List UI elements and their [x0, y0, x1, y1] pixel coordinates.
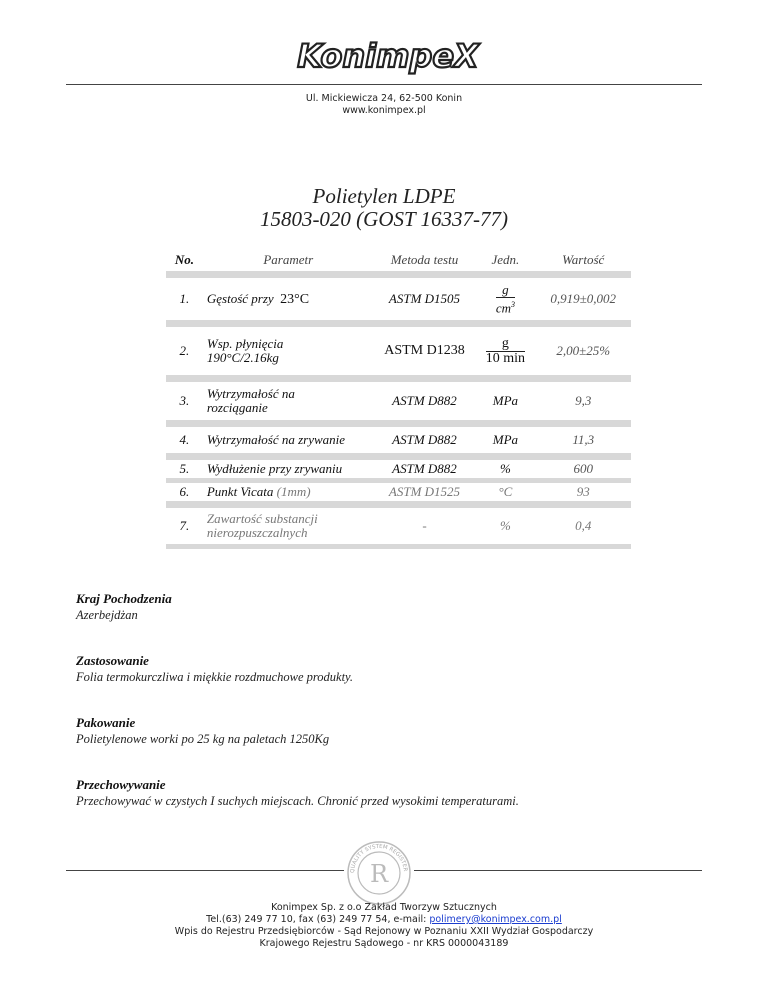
- row-method: ASTM D1525: [388, 484, 461, 499]
- row-unit: $\frac{g}{cm^3}$: [495, 281, 515, 316]
- col-header-unit: Jedn.: [491, 252, 520, 267]
- section-text: Azerbejdżan: [76, 608, 138, 622]
- section-text: Folia termokurczliwa i miękkie rozdmuchowe produkty.: [76, 670, 354, 684]
- table-row: [166, 508, 631, 544]
- quality-seal-icon: [346, 840, 412, 906]
- address-line: Ul. Mickiewicza 24, 62-500 Konin: [305, 93, 463, 104]
- email-link[interactable]: polimery@konimpex.com.pl: [429, 914, 562, 925]
- section-application: [76, 653, 353, 685]
- svg-text:QUALITY SYSTEM REGISTER: QUALITY SYSTEM REGISTER: [349, 843, 408, 874]
- row-no: 6.: [179, 484, 190, 499]
- section-heading: Przechowywanie: [76, 777, 166, 792]
- footer-contact: Tel.(63) 249 77 10, fax (63) 249 77 54, e-mail: polimery@konimpex.com.pl: [206, 914, 562, 925]
- row-no: 5.: [179, 461, 190, 476]
- row-value: 0,919±0,002: [550, 291, 617, 306]
- table-row: [166, 483, 631, 501]
- footer-divider-right: [414, 870, 702, 871]
- section-storage: [76, 777, 519, 809]
- row-unit: MPa: [492, 432, 519, 447]
- col-header-param: Parametr: [263, 252, 314, 267]
- section-heading: Pakowanie: [76, 715, 136, 730]
- table-row: [166, 382, 631, 420]
- row-no: 1.: [179, 291, 190, 306]
- row-unit: °C: [498, 484, 513, 499]
- section-text: Polietylenowe worki po 25 kg na paletach 1250Kg: [76, 732, 330, 746]
- row-no: 7.: [179, 518, 190, 533]
- row-param: Wytrzymałość na zrywanie: [206, 432, 346, 447]
- row-method: ASTM D882: [392, 461, 457, 476]
- table-header-row: [166, 249, 631, 271]
- footer-divider-left: [66, 870, 344, 871]
- row-param: Wydłużenie przy zrywaniu: [206, 461, 343, 476]
- row-method: ASTM D882: [392, 432, 457, 447]
- section-origin: [76, 591, 172, 623]
- row-method: ASTM D882: [392, 393, 457, 408]
- section-heading: Kraj Pochodzenia: [76, 591, 172, 606]
- row-param: Punkt Vicata (1mm): [206, 484, 311, 499]
- row-value: 2,00±25%: [556, 343, 611, 358]
- table-row: [166, 460, 631, 478]
- col-header-method: Metoda testu: [390, 252, 459, 267]
- row-method: ASTM D1505: [388, 291, 461, 306]
- header-divider: [66, 84, 702, 85]
- row-param: Zawartość substancji nierozpuszczalnych: [206, 511, 318, 540]
- footer-krs: Krajowego Rejestru Sądowego - nr KRS 0000043189: [259, 938, 509, 949]
- table-row: [166, 427, 631, 453]
- col-header-no: No.: [174, 252, 194, 267]
- col-header-value: Wartość: [562, 252, 605, 267]
- row-method: -: [422, 518, 427, 533]
- row-no: 3.: [179, 393, 190, 408]
- row-no: 4.: [179, 432, 190, 447]
- row-no: 2.: [179, 343, 190, 358]
- section-text: Przechowywać w czystych I suchych miejscach. Chronić przed wysokimi temperaturami.: [76, 794, 519, 808]
- row-method: ASTM D1238: [384, 343, 465, 358]
- row-value: 93: [576, 484, 590, 499]
- section-packaging: [76, 715, 329, 747]
- row-value: 11,3: [572, 432, 595, 447]
- footer-registry: Wpis do Rejestru Przedsiębiorców - Sąd Rejonowy w Poznaniu XXII Wydział Gospodarczy: [174, 926, 594, 937]
- row-param: Wsp. płynięcia 190°C/2.16kg: [206, 336, 284, 365]
- row-param: Wytrzymałość na rozciąganie: [206, 386, 295, 415]
- row-unit: %: [500, 518, 511, 533]
- table-row: [166, 327, 631, 375]
- row-unit: $\frac{g}{10 \min}$: [485, 335, 526, 366]
- footer-company: Konimpex Sp. z o.o Zakład Tworzyw Sztucznych: [271, 902, 497, 913]
- svg-text:R: R: [369, 860, 389, 888]
- table-row: [166, 278, 631, 320]
- document-title: Polietylen LDPE: [312, 184, 456, 208]
- konimpex-logo: [276, 36, 500, 76]
- row-value: 600: [573, 461, 593, 476]
- row-unit: MPa: [492, 393, 519, 408]
- document-subtitle: 15803-020 (GOST 16337-77): [259, 207, 509, 231]
- section-heading: Zastosowanie: [76, 653, 149, 668]
- spec-table: [166, 249, 631, 549]
- row-value: 0,4: [575, 518, 592, 533]
- row-value: 9,3: [575, 393, 592, 408]
- row-param: Gęstość przy 23°C: [206, 290, 310, 307]
- row-unit: %: [500, 461, 511, 476]
- logo-text: KonimpeX: [297, 37, 479, 75]
- website-link[interactable]: www.konimpex.pl: [342, 105, 426, 116]
